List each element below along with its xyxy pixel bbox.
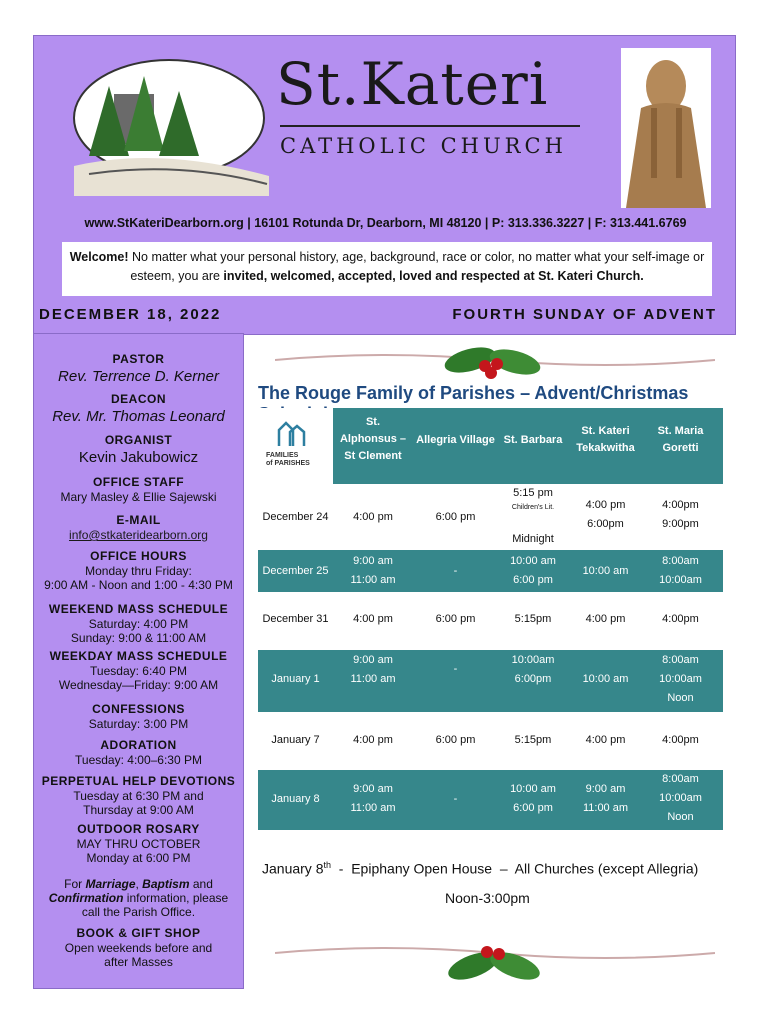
sacraments-text: For (64, 877, 86, 891)
header-allegria-village (413, 432, 498, 449)
perpetual-help-heading: PERPETUAL HELP DEVOTIONS (41, 774, 236, 788)
welcome-bold-end: invited, welcomed, accepted, loved and respected at St. Kateri Church. (223, 269, 644, 283)
table-row (258, 712, 723, 770)
header-st-kateri (568, 423, 643, 457)
row-date: December 24 (262, 511, 329, 523)
time-line: 8:00am (662, 654, 699, 666)
welcome-text: No matter what your personal history, age, background, race or color, no matter what your self-image or esteem, you are (128, 250, 705, 283)
header-st-alphonsus (333, 414, 413, 465)
table-row (258, 650, 723, 712)
holly-divider-top (275, 340, 715, 382)
time-line: 9:00 am (353, 654, 393, 666)
outdoor-rosary-heading: OUTDOOR ROSARY (77, 822, 200, 836)
time-cell: 4:00 pm (353, 613, 393, 625)
time-cell (643, 770, 718, 827)
adoration-line: Tuesday: 4:00–6:30 PM (75, 753, 202, 767)
time-line: 11:00 am (350, 574, 396, 586)
office-staff-heading: OFFICE STAFF (92, 475, 185, 489)
time-line: 4:00 pm (585, 499, 626, 511)
logo-text-line: FAMILIES (266, 452, 299, 459)
time-line: 9:00 am (353, 555, 393, 567)
time-cell: 4:00 pm (585, 613, 626, 625)
time-cell: 5:15pm (514, 613, 552, 625)
time-line: 10:00 am (510, 783, 556, 795)
pastor-heading: PASTOR (112, 352, 165, 366)
confessions-heading: CONFESSIONS (92, 702, 185, 716)
deacon-section (34, 392, 243, 427)
perpetual-help-line: Thursday at 9:00 AM (83, 803, 194, 817)
parish-house-icon (276, 420, 306, 448)
time-cell: 4:00 pm (585, 734, 626, 746)
header-line: Alphonsus – (339, 433, 406, 445)
header-line: St. Kateri (581, 425, 630, 437)
email-section (34, 513, 243, 543)
time-cell (333, 651, 413, 689)
time-line: Noon (667, 811, 694, 823)
weekend-mass-line: Saturday: 4:00 PM (88, 617, 189, 631)
contact-line: www.StKateriDearborn.org | 16101 Rotunda Dr, Dearborn, MI 48120 | P: 313.336.3227 | F: 313.441.6769 (84, 216, 687, 230)
families-of-parishes-logo (258, 408, 333, 484)
adoration-section (34, 738, 243, 767)
pastor-section (34, 352, 243, 387)
holly-divider-bottom (275, 938, 715, 988)
row-date: January 8 (271, 793, 320, 805)
weekend-mass-heading: WEEKEND MASS SCHEDULE (48, 602, 229, 616)
weekend-mass-line: Sunday: 9:00 & 11:00 AM (70, 631, 207, 645)
time-cell: 6:00 pm (435, 734, 476, 746)
gift-shop-line: Open weekends before and (64, 941, 213, 955)
office-staff-names: Mary Masley & Ellie Sajewski (60, 490, 217, 504)
time-line: 11:00 am (582, 802, 629, 814)
liturgical-sunday: FOURTH SUNDAY OF ADVENT (452, 306, 717, 323)
logo-church-name: St.Kateri (276, 50, 549, 118)
perpetual-help-line: Tuesday at 6:30 PM and (73, 789, 204, 803)
time-cell (498, 484, 568, 549)
adoration-heading: ADORATION (100, 738, 177, 752)
outdoor-rosary-section (34, 822, 243, 865)
time-cell: 4:00 pm (353, 511, 393, 523)
time-line: 10:00 am (510, 555, 556, 567)
email-heading: E-MAIL (116, 513, 161, 527)
families-logo-text (266, 452, 310, 468)
header-line: Tekakwitha (576, 442, 635, 454)
table-row (258, 550, 723, 592)
time-cell (568, 780, 643, 818)
time-cell: - (453, 793, 458, 805)
table-row (258, 484, 723, 550)
office-hours-heading: OFFICE HOURS (90, 549, 187, 563)
time-cell (498, 552, 568, 590)
parish-info-sidebar (33, 333, 244, 989)
time-line: 11:00 am (350, 673, 396, 685)
header-line: St. (365, 416, 381, 428)
time-line: 6:00 pm (513, 802, 553, 814)
epiphany-open-house-line (262, 860, 698, 877)
confessions-section (34, 702, 243, 731)
time-cell: 4:00pm (662, 613, 699, 625)
time-cell: - (453, 663, 458, 675)
sacraments-baptism: Baptism (142, 877, 190, 891)
time-cell (643, 651, 718, 708)
time-line: 9:00 am (585, 783, 626, 795)
gift-shop-section (34, 926, 243, 969)
time-line: 5:15 pm (513, 487, 553, 499)
time-line: 6:00pm (514, 673, 552, 685)
time-cell: 10:00 am (582, 565, 629, 577)
deacon-heading: DEACON (110, 392, 166, 406)
footer-date: January 8 (262, 860, 324, 877)
time-cell: 10:00 am (582, 673, 629, 685)
weekday-mass-section (34, 649, 243, 692)
office-hours-section (34, 549, 243, 592)
time-line: 6:00pm (587, 518, 624, 530)
header-line: St. Barbara (503, 434, 563, 446)
logo-subtitle: CATHOLIC CHURCH (280, 134, 567, 158)
time-line: 11:00 am (350, 802, 396, 814)
row-date: December 25 (262, 565, 329, 577)
time-cell (568, 496, 643, 534)
perpetual-help-section (34, 774, 243, 817)
header-line: St. Maria (657, 425, 704, 437)
footer-sup: th (323, 860, 331, 870)
organist-section (34, 433, 243, 468)
time-line: 6:00 pm (513, 574, 553, 586)
time-cell (643, 552, 718, 590)
header-line: Allegria Village (416, 434, 495, 446)
logo-text-line: of PARISHES (266, 460, 310, 467)
time-line: 10:00am (511, 654, 555, 666)
row-date: January 1 (271, 673, 320, 685)
sacraments-confirmation: Confirmation (48, 891, 124, 905)
organist-name: Kevin Jakubowicz (78, 449, 199, 466)
st-kateri-statue-image (621, 48, 711, 208)
time-line: 9:00 am (353, 783, 393, 795)
welcome-bold: Welcome! (69, 250, 129, 264)
office-hours-line: 9:00 AM - Noon and 1:00 - 4:30 PM (44, 578, 233, 592)
sacraments-text: and (189, 877, 213, 891)
time-line: 10:00am (659, 574, 702, 586)
table-row (258, 592, 723, 650)
bulletin-date: DECEMBER 18, 2022 (39, 306, 222, 323)
office-staff-section (34, 475, 243, 504)
time-cell: 4:00 pm (353, 734, 393, 746)
weekday-mass-line: Wednesday—Friday: 9:00 AM (58, 678, 219, 692)
welcome-box (62, 242, 712, 296)
sacraments-marriage: Marriage (85, 877, 136, 891)
sacraments-note (34, 877, 243, 919)
time-cell: 4:00pm (662, 734, 699, 746)
time-line: 10:00am (659, 792, 702, 804)
table-row (258, 770, 723, 830)
time-cell: 6:00 pm (435, 613, 476, 625)
time-line: 8:00am (662, 555, 699, 567)
time-cell (333, 552, 413, 590)
time-line: 10:00am (659, 673, 702, 685)
weekend-mass-section (34, 602, 243, 645)
epiphany-open-house-time: Noon-3:00pm (445, 890, 530, 906)
time-cell (643, 496, 718, 534)
sacraments-text: call the Parish Office. (81, 905, 196, 919)
time-cell: 6:00 pm (435, 511, 476, 523)
gift-shop-line: after Masses (104, 955, 173, 969)
deacon-name: Rev. Mr. Thomas Leonard (52, 408, 225, 425)
outdoor-rosary-line: Monday at 6:00 PM (86, 851, 191, 865)
time-line: Midnight (512, 533, 554, 545)
pastor-name: Rev. Terrence D. Kerner (58, 368, 219, 385)
confessions-line: Saturday: 3:00 PM (88, 717, 189, 731)
row-date: January 7 (271, 734, 320, 746)
time-line: 9:00pm (662, 518, 699, 530)
header-line: Goretti (662, 442, 699, 454)
time-note: Children's Lit. (511, 504, 555, 511)
sacraments-text: , (135, 877, 143, 891)
office-hours-line: Monday thru Friday: (85, 564, 192, 578)
schedule-title: The Rouge Family of Parishes – Advent/Christmas (258, 383, 689, 403)
email-link[interactable]: info@stkateridearborn.org (69, 528, 208, 542)
time-line: 8:00am (662, 773, 699, 785)
header-banner (33, 35, 736, 335)
time-cell (498, 651, 568, 689)
weekday-mass-line: Tuesday: 6:40 PM (90, 664, 187, 678)
header-st-barbara (498, 432, 568, 449)
header-line: St Clement (344, 450, 402, 462)
logo-divider (280, 125, 580, 127)
time-cell: 5:15pm (514, 734, 552, 746)
time-line: 4:00pm (662, 499, 699, 511)
footer-text: - Epiphany Open House – All Churches (except Allegria) (331, 860, 699, 877)
time-cell: - (453, 565, 458, 577)
time-cell (498, 780, 568, 818)
time-line: Noon (667, 692, 694, 704)
outdoor-rosary-line: MAY THRU OCTOBER (76, 837, 201, 851)
river-landscape-illustration (69, 56, 269, 196)
sacraments-text: information, please (123, 891, 229, 905)
time-cell (333, 780, 413, 818)
gift-shop-heading: BOOK & GIFT SHOP (76, 926, 201, 940)
header-st-maria-goretti (643, 423, 718, 457)
row-date: December 31 (262, 613, 329, 625)
organist-heading: ORGANIST (104, 433, 173, 447)
weekday-mass-heading: WEEKDAY MASS SCHEDULE (49, 649, 228, 663)
